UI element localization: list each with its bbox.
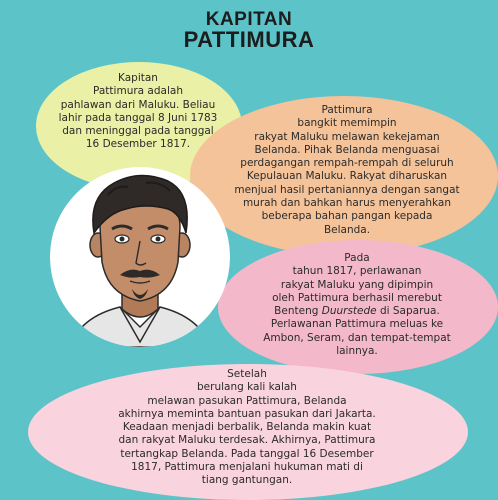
duurstede-fort-name: Duurstede [321,305,377,318]
title-line-2: PATTIMURA [183,27,315,52]
bubble-struggle-text: Pattimura bangkit memimpin rakyat Maluku melawan kekejaman Belanda. Pihak Belanda menguasai perdagangan rempah-rempah di seluruh Kepulauan Maluku. Rakyat diharuskan menjual hasil pertaniannya dengan sangat murah dan bahkan harus menyerahkan beberapa bahan pangan kepada Belanda. [234,104,460,236]
duurstede-text-after: di Saparua. Perlawanan Pattimura meluas ke Ambon, Seram, dan tempat-tempat lainnya. [263,305,451,358]
bubble-birth-text: Kapitan Pattimura adalah pahlawan dari Maluku. Beliau lahir pada tanggal 8 Juni 1783 dan meninggal pada tanggal 16 Desember 1817. [58,72,218,151]
page-title [0,10,498,50]
title-line-1: KAPITAN [205,9,293,30]
duurstede-text-before: Pada tahun 1817, perlawanan rakyat Maluku yang dipimpin oleh Pattimura berhasil merebut Benteng [272,252,442,318]
bubble-duurstede-text [226,252,488,358]
bubble-capture-text: Setelah berulang kali kalah melawan pasukan Pattimura, Belanda akhirnya meminta bantuan pasukan dari Jakarta. Keadaan menjadi berbalik, Belanda makin kuat dan rakyat Maluku terdesak. Akhirnya, Pattimura tertangkap Belanda. Pada tanggal 16 Desember 1817, Pattimura menjalani hukuman mati di tiang gantungan. [118,368,376,487]
